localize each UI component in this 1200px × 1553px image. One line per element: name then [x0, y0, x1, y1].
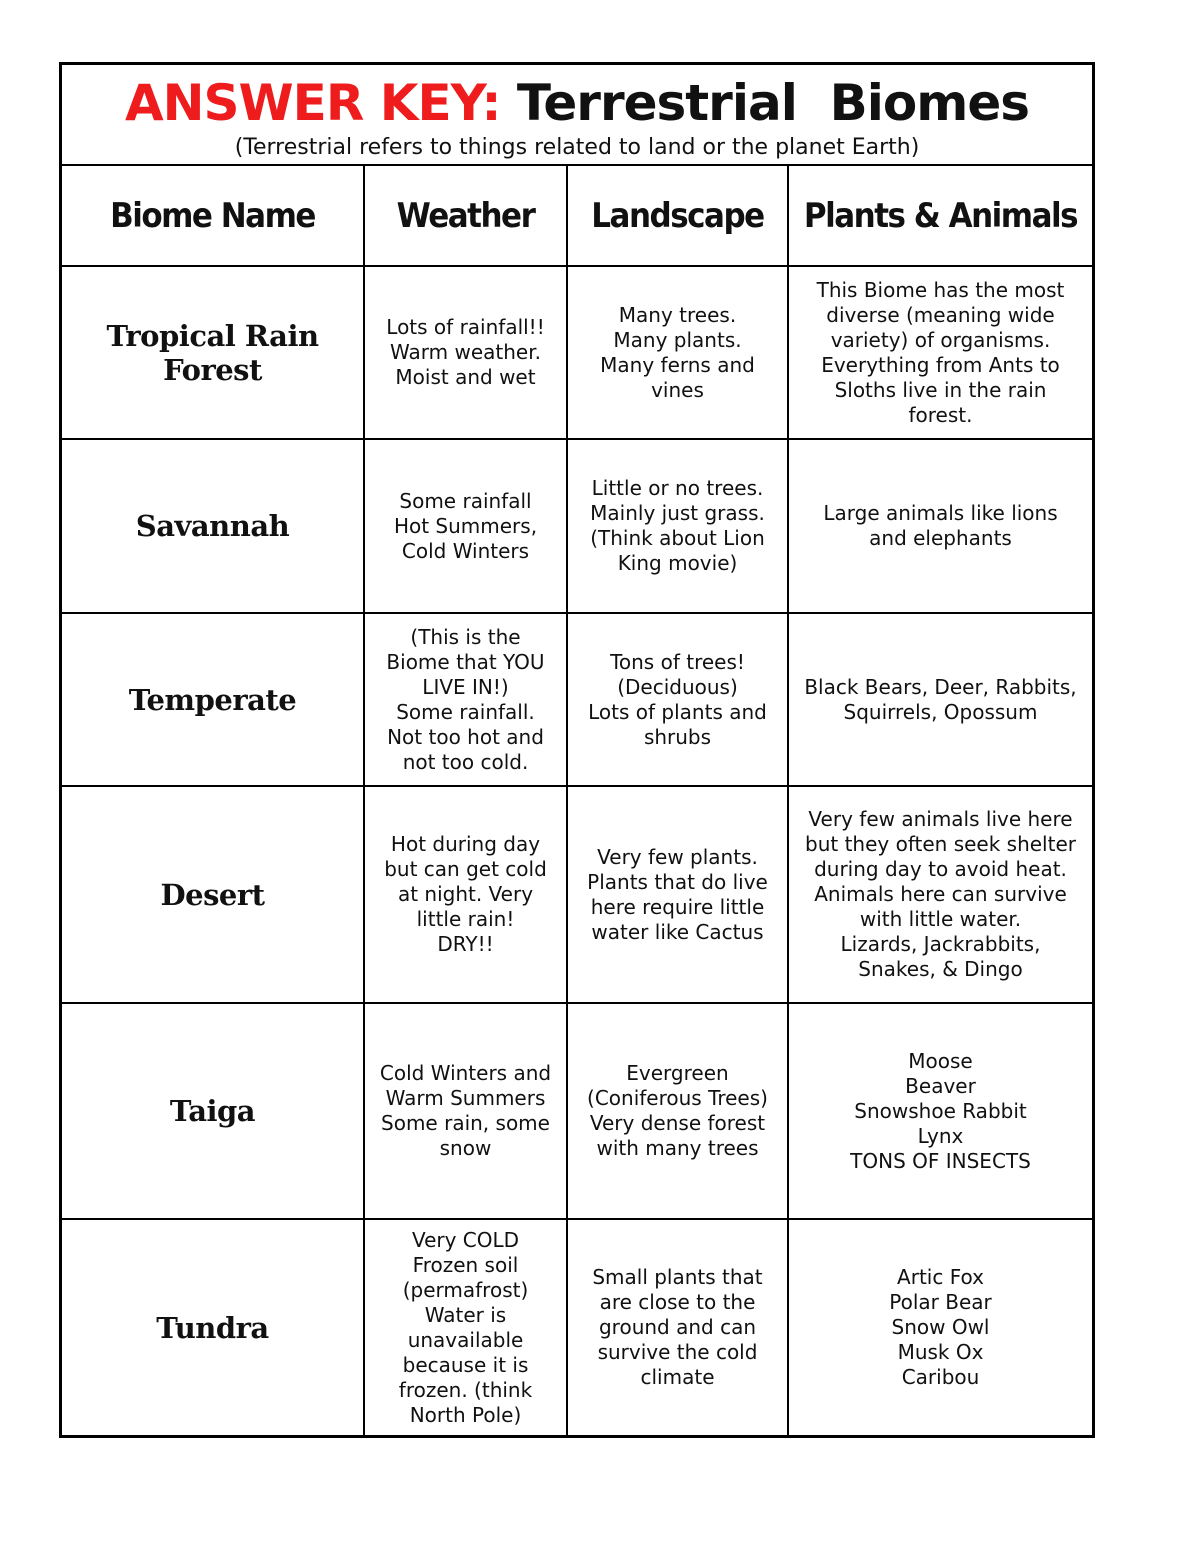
page-title [62, 73, 1092, 133]
column-header-biome-name: Biome Name [62, 161, 364, 271]
table-row [62, 613, 1092, 786]
landscape-cell: Very few plants. Plants that do live here require little water like Cactus [567, 786, 788, 1003]
landscape-cell: Tons of trees! (Deciduous) Lots of plants and shrubs [567, 613, 788, 786]
landscape-cell: Little or no trees. Mainly just grass. (Think about Lion King movie) [567, 439, 788, 612]
table-row [62, 439, 1092, 612]
title-terrestrial-biomes: Terrestrial Biomes [516, 74, 1030, 132]
plants-animals-cell: Artic Fox Polar Bear Snow Owl Musk Ox Caribou [788, 1219, 1092, 1435]
biome-name: Savannah [62, 439, 364, 612]
title-answer-key: ANSWER KEY: [124, 74, 501, 132]
plants-animals-cell: Large animals like lions and elephants [788, 439, 1092, 612]
table-row [62, 1219, 1092, 1435]
title-block [62, 65, 1092, 166]
weather-cell: Hot during day but can get cold at night. Very little rain! DRY!! [364, 786, 567, 1003]
biomes-table [62, 166, 1092, 1435]
table-row [62, 786, 1092, 1003]
biome-name: Desert [62, 786, 364, 1003]
plants-animals-cell: Moose Beaver Snowshoe Rabbit Lynx TONS OF INSECTS [788, 1003, 1092, 1220]
biome-name: Taiga [62, 1003, 364, 1220]
biome-name: Tundra [62, 1219, 364, 1435]
landscape-cell: Small plants that are close to the ground and can survive the cold climate [567, 1219, 788, 1435]
column-header-landscape: Landscape [567, 161, 788, 271]
weather-cell: Lots of rainfall!! Warm weather. Moist and wet [364, 266, 567, 439]
weather-cell: (This is the Biome that YOU LIVE IN!) Some rainfall. Not too hot and not too cold. [364, 613, 567, 786]
table-row [62, 266, 1092, 439]
biome-name: Tropical Rain Forest [62, 266, 364, 439]
column-header-weather: Weather [364, 161, 567, 271]
landscape-cell: Many trees. Many plants. Many ferns and vines [567, 266, 788, 439]
column-header-plants-animals: Plants & Animals [788, 161, 1092, 271]
plants-animals-cell: Black Bears, Deer, Rabbits, Squirrels, Opossum [788, 613, 1092, 786]
answer-key-sheet [59, 62, 1095, 1438]
plants-animals-cell: Very few animals live here but they often seek shelter during day to avoid heat. Animals here can survive with little water. Lizards, Jackrabbits, Snakes, & Dingo [788, 786, 1092, 1003]
weather-cell: Very COLD Frozen soil (permafrost) Water is unavailable because it is frozen. (think North Pole) [364, 1219, 567, 1435]
weather-cell: Cold Winters and Warm Summers Some rain, some snow [364, 1003, 567, 1220]
page-subtitle: (Terrestrial refers to things related to land or the planet Earth) [234, 135, 920, 160]
plants-animals-cell: This Biome has the most diverse (meaning wide variety) of organisms. Everything from Ants to Sloths live in the rain forest. [788, 266, 1092, 439]
table-row [62, 1003, 1092, 1220]
header-row [62, 166, 1092, 266]
landscape-cell: Evergreen (Coniferous Trees) Very dense forest with many trees [567, 1003, 788, 1220]
biome-name: Temperate [62, 613, 364, 786]
weather-cell: Some rainfall Hot Summers, Cold Winters [364, 439, 567, 612]
